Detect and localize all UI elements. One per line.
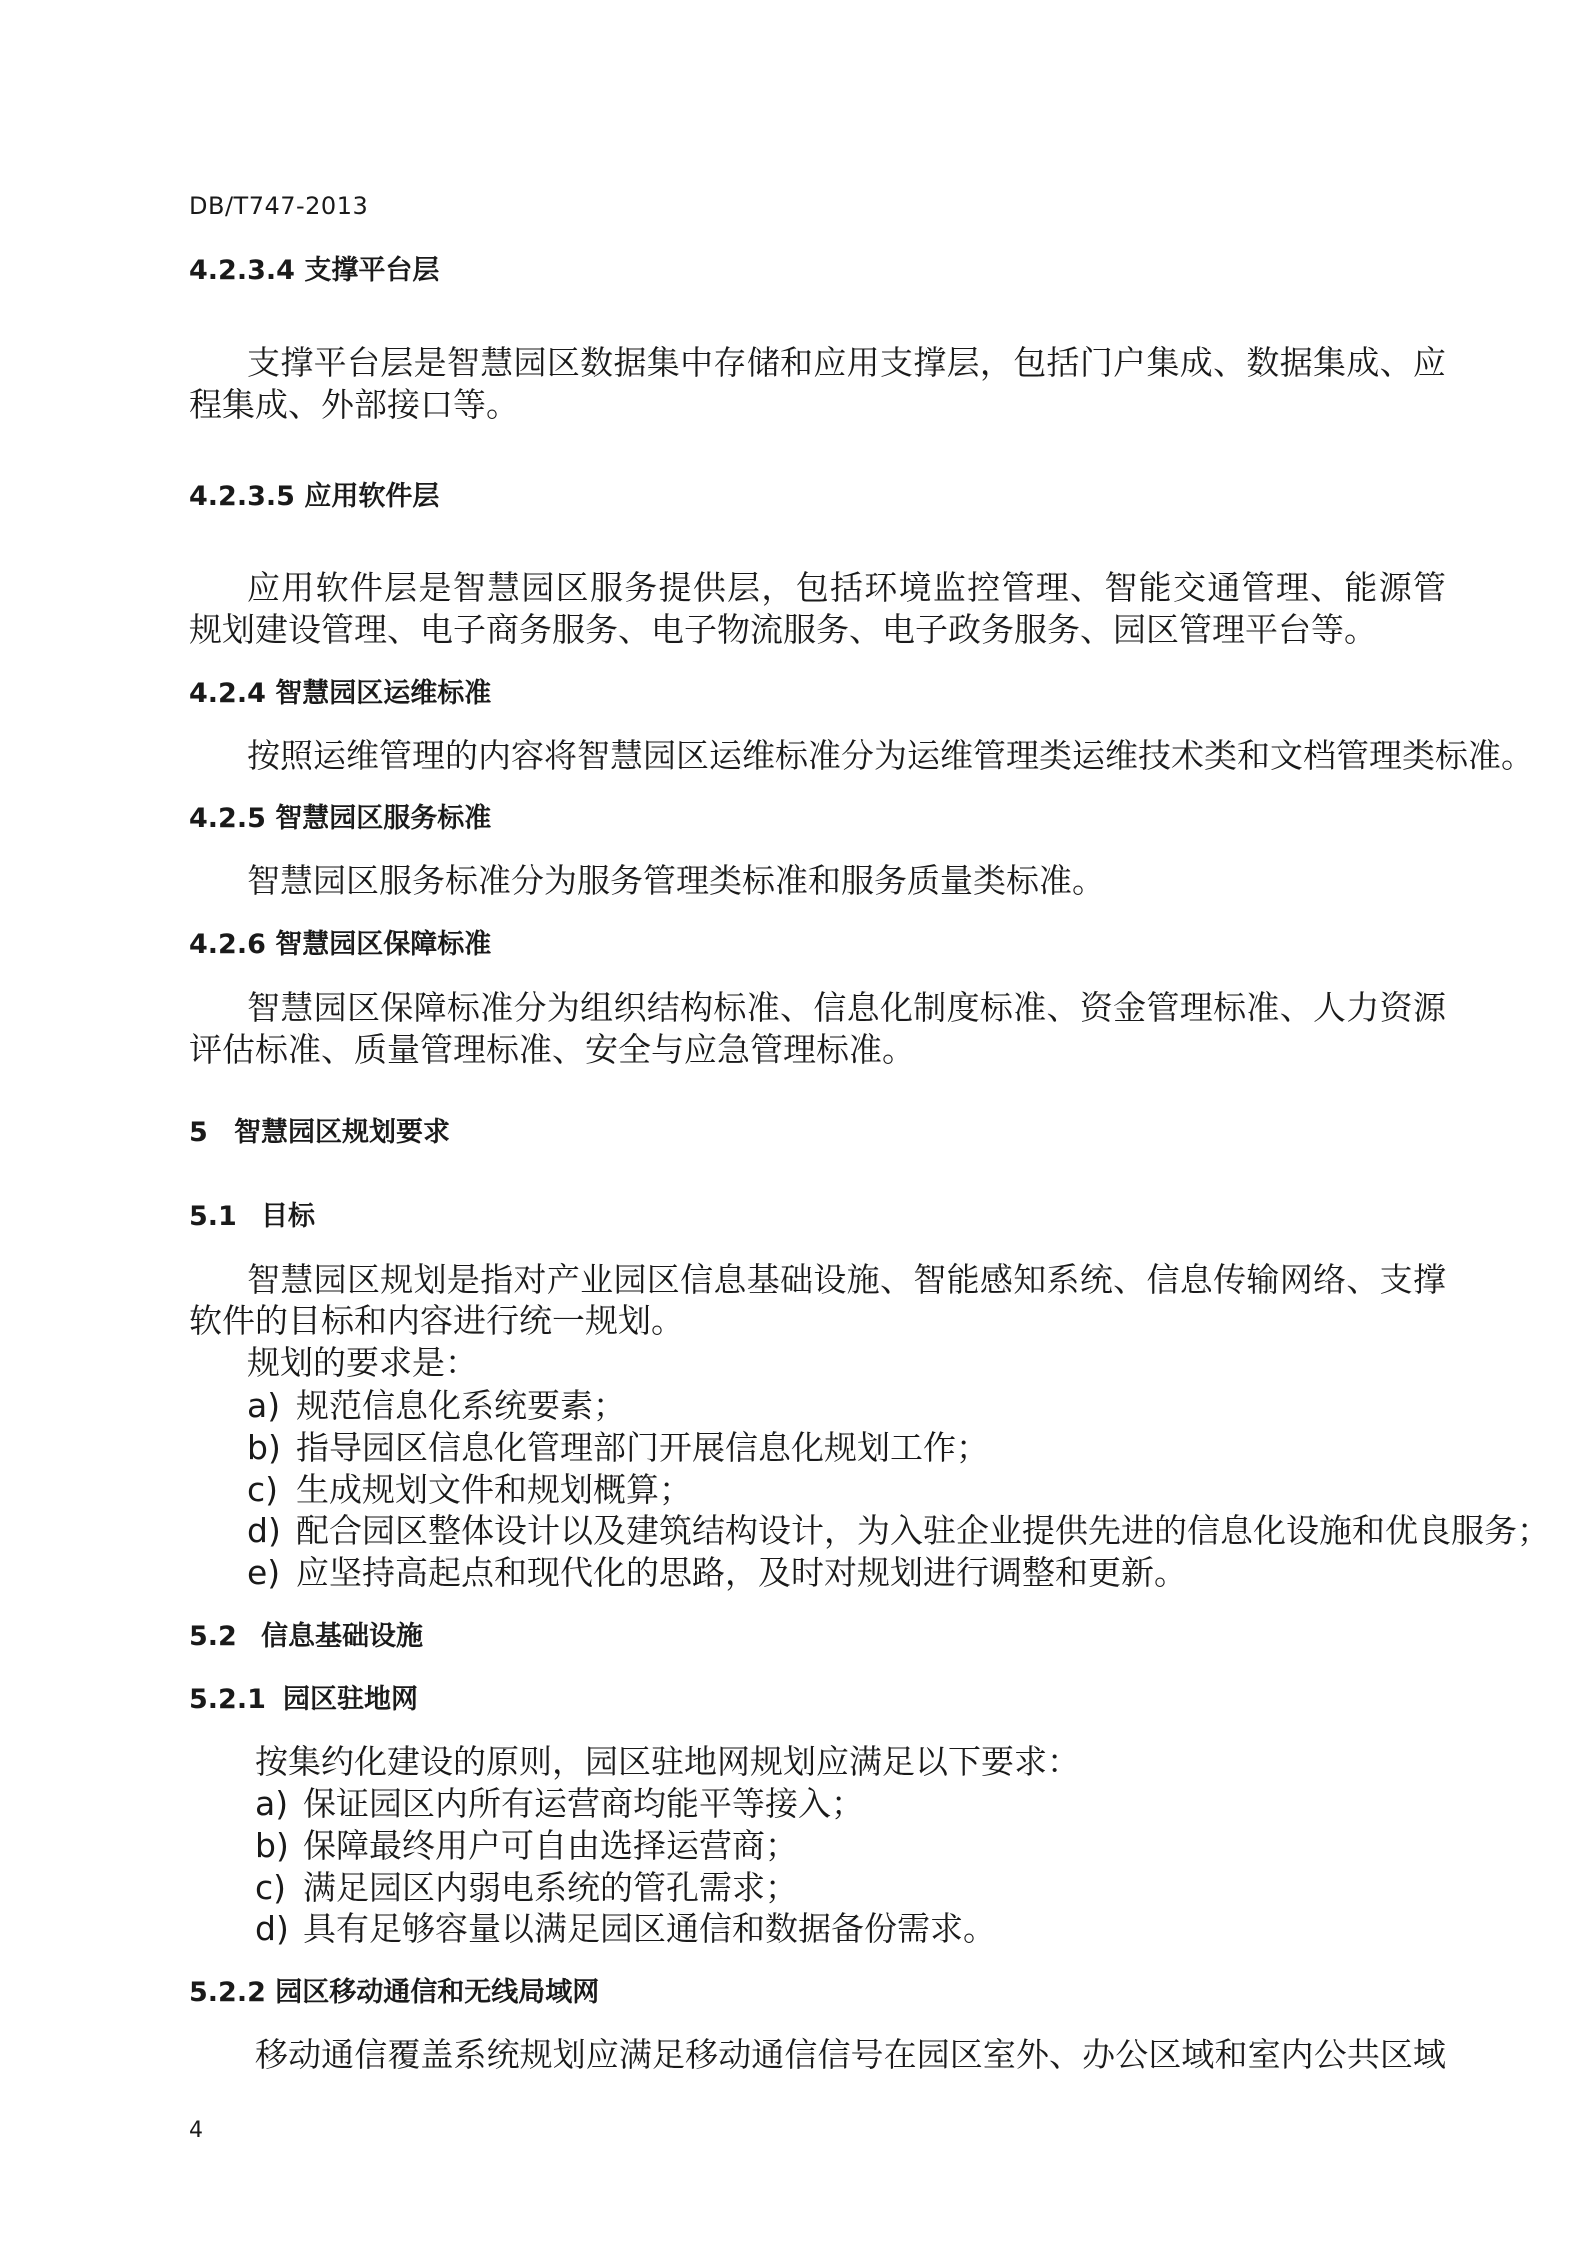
paragraph-line: 规划建设管理、电子商务服务、电子物流服务、电子政务服务、园区管理平台等。: [189, 610, 1377, 649]
paragraph-line: 软件的目标和内容进行统一规划。: [189, 1301, 684, 1340]
list-text: 生成规划文件和规划概算；: [296, 1470, 692, 1509]
list-marker: c): [255, 1868, 287, 1907]
heading-number: 5.1: [189, 1201, 237, 1232]
list-text: 保证园区内所有运营商均能平等接入；: [303, 1784, 864, 1823]
heading-4-2-5: 4.2.5 智慧园区服务标准: [189, 803, 492, 834]
list-item: [255, 1907, 996, 1951]
list-marker: a): [247, 1386, 281, 1425]
heading-title: 园区驻地网: [283, 1684, 418, 1715]
heading-number: 5.2.1: [189, 1684, 266, 1715]
heading-4-2-3-5: 4.2.3.5 应用软件层: [189, 481, 440, 512]
list-text: 保障最终用户可自由选择运营商；: [303, 1826, 798, 1865]
heading-4-2-6: 4.2.6 智慧园区保障标准: [189, 929, 492, 960]
list-item: [247, 1551, 1187, 1595]
list-text: 应坚持高起点和现代化的思路，及时对规划进行调整和更新。: [296, 1553, 1187, 1592]
heading-5-2-2: 5.2.2 园区移动通信和无线局域网: [189, 1977, 600, 2008]
paragraph-line: 程集成、外部接口等。: [189, 385, 519, 424]
list-item: [247, 1509, 1550, 1553]
heading-5-2-1: [189, 1678, 418, 1722]
list-item: [255, 1782, 864, 1826]
page-number: 4: [189, 2118, 203, 2143]
paragraph-line: 智慧园区规划是指对产业园区信息基础设施、智能感知系统、信息传输网络、支撑: [247, 1260, 1446, 1299]
heading-4-2-3-4: 4.2.3.4 支撑平台层: [189, 255, 440, 286]
list-item: [255, 1824, 798, 1868]
list-text: 配合园区整体设计以及建筑结构设计，为入驻企业提供先进的信息化设施和优良服务；: [296, 1511, 1550, 1550]
list-item: [255, 1866, 798, 1910]
paragraph-line: 智慧园区服务标准分为服务管理类标准和服务质量类标准。: [247, 861, 1105, 900]
list-marker: e): [247, 1553, 281, 1592]
heading-5: [189, 1111, 450, 1155]
list-marker: c): [247, 1470, 279, 1509]
paragraph-line: 支撑平台层是智慧园区数据集中存储和应用支撑层，包括门户集成、数据集成、应: [247, 343, 1446, 382]
heading-title: 目标: [261, 1201, 315, 1232]
heading-5-1: [189, 1195, 315, 1239]
list-marker: b): [247, 1428, 281, 1467]
list-item: [247, 1468, 692, 1512]
heading-5-2: [189, 1615, 423, 1659]
list-text: 具有足够容量以满足园区通信和数据备份需求。: [303, 1909, 996, 1948]
list-marker: d): [255, 1909, 289, 1948]
document-code: DB/T747-2013: [189, 192, 369, 220]
list-marker: b): [255, 1826, 289, 1865]
heading-title: 智慧园区规划要求: [234, 1117, 450, 1148]
heading-title: 信息基础设施: [261, 1621, 423, 1652]
list-text: 规范信息化系统要素；: [296, 1386, 626, 1425]
paragraph-line: 按照运维管理的内容将智慧园区运维标准分为运维管理类运维技术类和文档管理类标准。: [247, 736, 1534, 775]
heading-number: 5: [189, 1117, 208, 1148]
list-text: 满足园区内弱电系统的管孔需求；: [303, 1868, 798, 1907]
list-intro: 按集约化建设的原则，园区驻地网规划应满足以下要求：: [255, 1742, 1080, 1781]
paragraph-line: 评估标准、质量管理标准、安全与应急管理标准。: [189, 1030, 915, 1069]
list-item: [247, 1426, 989, 1470]
list-intro: 规划的要求是：: [247, 1343, 478, 1382]
list-item: [247, 1384, 626, 1428]
list-marker: d): [247, 1511, 281, 1550]
heading-4-2-4: 4.2.4 智慧园区运维标准: [189, 678, 492, 709]
list-marker: a): [255, 1784, 289, 1823]
list-text: 指导园区信息化管理部门开展信息化规划工作；: [296, 1428, 989, 1467]
paragraph-line: 移动通信覆盖系统规划应满足移动通信信号在园区室外、办公区域和室内公共区域: [255, 2035, 1446, 2074]
heading-number: 5.2: [189, 1621, 237, 1652]
paragraph-line: 应用软件层是智慧园区服务提供层，包括环境监控管理、智能交通管理、能源管: [247, 568, 1446, 607]
paragraph-line: 智慧园区保障标准分为组织结构标准、信息化制度标准、资金管理标准、人力资源: [247, 988, 1446, 1027]
